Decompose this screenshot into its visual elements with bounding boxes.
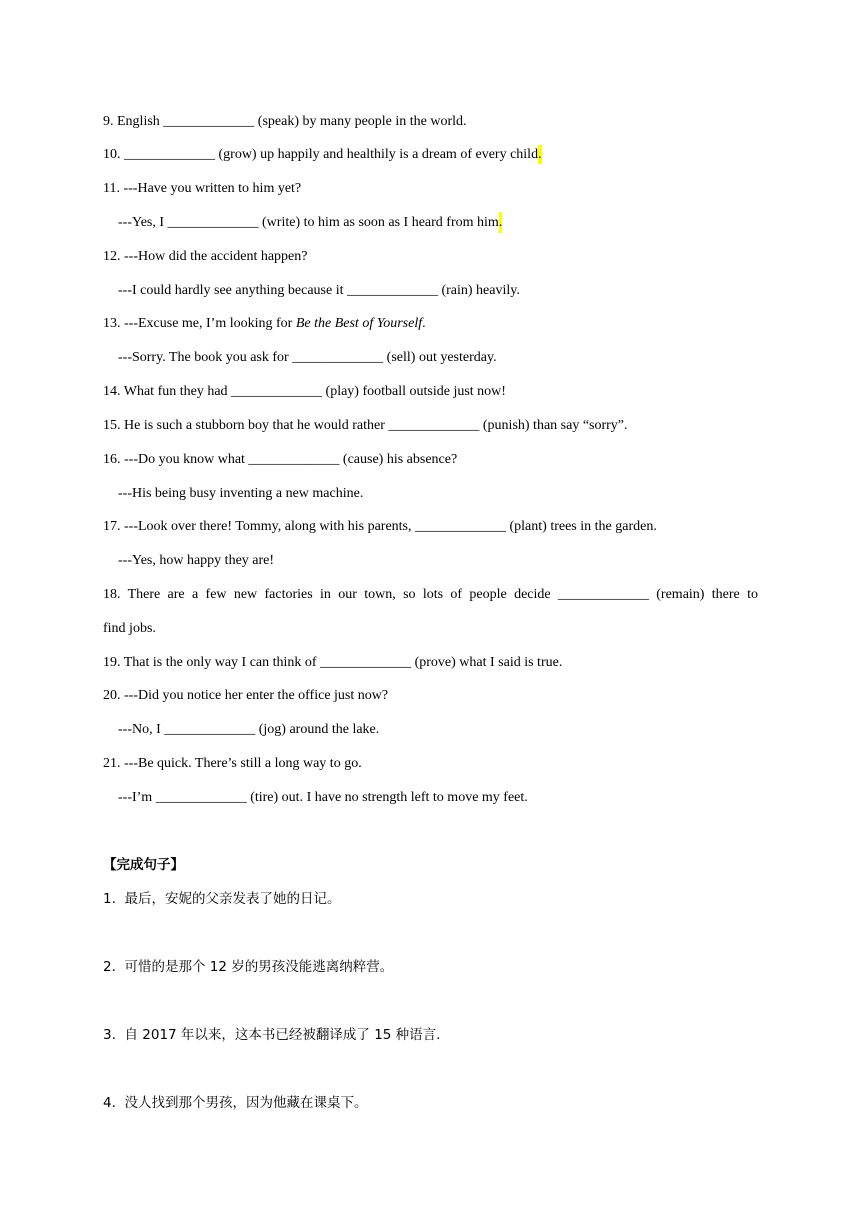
exercise-13-question: 13. ---Excuse me, I’m looking for Be the Best of Yourself. [103,316,426,331]
sentence-4: 4. 没人找到那个男孩，因为他藏在课桌下。 [103,1095,368,1111]
exercise-20-question: 20. ---Did you notice her enter the office just now? [103,688,389,703]
exercise-18-continued: find jobs. [103,621,156,636]
sentence-1: 1. 最后，安妮的父亲发表了她的日记。 [103,891,341,907]
highlight-mark: . [499,212,503,233]
exercise-21-answer: ---I’m _____________ (tire) out. I have no strength left to move my feet. [118,790,528,805]
exercise-20-answer: ---No, I _____________ (jog) around the lake. [118,722,380,737]
highlight-mark: . [538,147,542,162]
exercise-16-question: 16. ---Do you know what _____________ (cause) his absence? [103,452,458,467]
exercise-10: 10. _____________ (grow) up happily and healthily is a dream of every child. [103,147,542,162]
exercise-13-answer: ---Sorry. The book you ask for _____________ (sell) out yesterday. [118,350,497,365]
section-title: 【完成句子】 [103,857,184,873]
exercise-9: 9. English _____________ (speak) by many people in the world. [103,114,467,129]
exercise-21-question: 21. ---Be quick. There’s still a long way to go. [103,756,362,771]
exercise-16-answer: ---His being busy inventing a new machine. [118,486,364,501]
exercise-12-answer: ---I could hardly see anything because it _____________ (rain) heavily. [118,283,520,298]
exercise-12-question: 12. ---How did the accident happen? [103,249,308,264]
sentence-3: 3. 自 2017 年以来，这本书已经被翻译成了 15 种语言. [103,1027,441,1043]
exercise-19: 19. That is the only way I can think of _____________ (prove) what I said is true. [103,655,563,670]
exercise-17-answer: ---Yes, how happy they are! [118,553,275,568]
exercise-11-question: 11. ---Have you written to him yet? [103,181,302,196]
exercise-17-question: 17. ---Look over there! Tommy, along with his parents, _____________ (plant) trees in the garden. [103,519,657,534]
sentence-2: 2. 可惜的是那个 12 岁的男孩没能逃离纳粹营。 [103,959,394,975]
exercise-15: 15. He is such a stubborn boy that he would rather _____________ (punish) than say “sorry”. [103,418,628,433]
exercise-11-answer: ---Yes, I _____________ (write) to him as soon as I heard from him. [118,214,502,232]
book-title: Be the Best of Yourself [295,316,423,331]
exercise-14: 14. What fun they had _____________ (play) football outside just now! [103,384,506,399]
exercise-18: 18. There are a few new factories in our town, so lots of people decide _____________ (remain) there to [103,587,758,602]
